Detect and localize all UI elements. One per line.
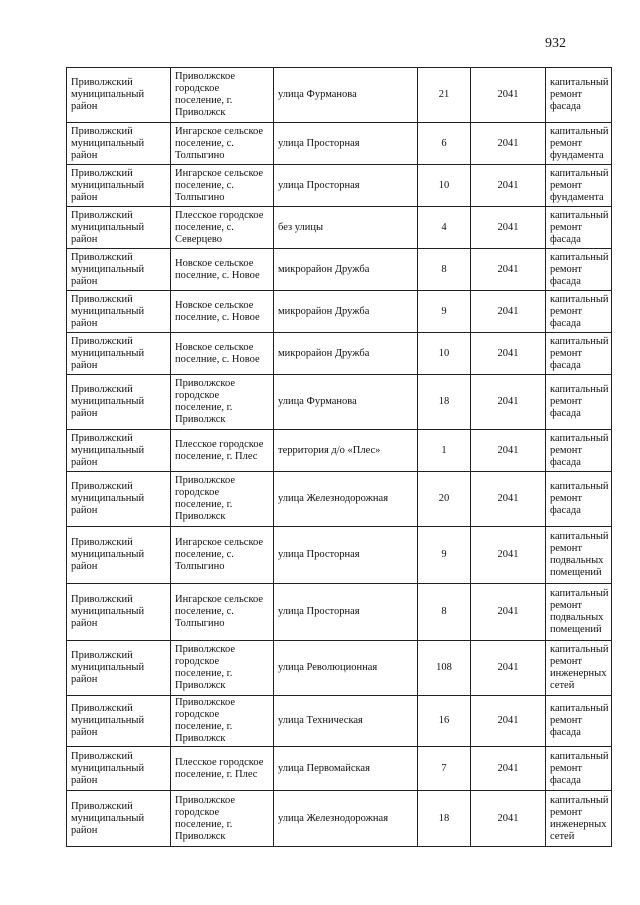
work-type-cell: капитальный ремонт фасада bbox=[546, 747, 612, 791]
street-cell: улица Фурманова bbox=[274, 375, 418, 430]
district-cell: Приволжский муниципальный район bbox=[67, 291, 171, 333]
table-row bbox=[67, 375, 612, 430]
year-cell: 2041 bbox=[471, 747, 546, 791]
street-cell: улица Просторная bbox=[274, 165, 418, 207]
district-cell: Приволжский муниципальный район bbox=[67, 249, 171, 291]
year-cell: 2041 bbox=[471, 791, 546, 847]
table-row bbox=[67, 165, 612, 207]
year-cell: 2041 bbox=[471, 333, 546, 375]
year-cell: 2041 bbox=[471, 165, 546, 207]
table-row bbox=[67, 333, 612, 375]
house-number-cell: 4 bbox=[418, 207, 471, 249]
year-cell: 2041 bbox=[471, 249, 546, 291]
year-cell: 2041 bbox=[471, 207, 546, 249]
year-cell: 2041 bbox=[471, 696, 546, 747]
district-cell: Приволжский муниципальный район bbox=[67, 68, 171, 123]
house-number-cell: 20 bbox=[418, 472, 471, 527]
district-cell: Приволжский муниципальный район bbox=[67, 791, 171, 847]
work-type-cell: капитальный ремонт инженерных сетей bbox=[546, 641, 612, 696]
street-cell: улица Железнодорожная bbox=[274, 472, 418, 527]
year-cell: 2041 bbox=[471, 291, 546, 333]
work-type-cell: капитальный ремонт фасада bbox=[546, 249, 612, 291]
settlement-cell: Ингарское сельское поселение, с. Толпыгино bbox=[171, 527, 274, 584]
district-cell: Приволжский муниципальный район bbox=[67, 527, 171, 584]
work-type-cell: капитальный ремонт фасада bbox=[546, 696, 612, 747]
house-number-cell: 108 bbox=[418, 641, 471, 696]
settlement-cell: Плесское городское поселение, г. Плес bbox=[171, 747, 274, 791]
work-type-cell: капитальный ремонт фасада bbox=[546, 291, 612, 333]
street-cell: улица Железнодорожная bbox=[274, 791, 418, 847]
street-cell: микрорайон Дружба bbox=[274, 291, 418, 333]
house-number-cell: 9 bbox=[418, 291, 471, 333]
year-cell: 2041 bbox=[471, 527, 546, 584]
house-number-cell: 10 bbox=[418, 333, 471, 375]
street-cell: улица Первомайская bbox=[274, 747, 418, 791]
year-cell: 2041 bbox=[471, 584, 546, 641]
work-type-cell: капитальный ремонт фасада bbox=[546, 375, 612, 430]
settlement-cell: Новское сельское поселние, с. Новое bbox=[171, 249, 274, 291]
table-row bbox=[67, 791, 612, 847]
table-row bbox=[67, 696, 612, 747]
settlement-cell: Ингарское сельское поселение, с. Толпыгино bbox=[171, 165, 274, 207]
year-cell: 2041 bbox=[471, 68, 546, 123]
settlement-cell: Новское сельское поселние, с. Новое bbox=[171, 291, 274, 333]
street-cell: без улицы bbox=[274, 207, 418, 249]
street-cell: улица Революционная bbox=[274, 641, 418, 696]
house-number-cell: 8 bbox=[418, 584, 471, 641]
settlement-cell: Плесское городское поселение, г. Плес bbox=[171, 430, 274, 472]
year-cell: 2041 bbox=[471, 123, 546, 165]
street-cell: улица Просторная bbox=[274, 123, 418, 165]
work-type-cell: капитальный ремонт фасада bbox=[546, 333, 612, 375]
district-cell: Приволжский муниципальный район bbox=[67, 333, 171, 375]
settlement-cell: Ингарское сельское поселение, с. Толпыгино bbox=[171, 584, 274, 641]
table-row bbox=[67, 584, 612, 641]
house-number-cell: 18 bbox=[418, 375, 471, 430]
house-number-cell: 1 bbox=[418, 430, 471, 472]
settlement-cell: Приволжское городское поселение, г. Приволжск bbox=[171, 696, 274, 747]
work-type-cell: капитальный ремонт фундамента bbox=[546, 123, 612, 165]
house-number-cell: 16 bbox=[418, 696, 471, 747]
work-type-cell: капитальный ремонт фундамента bbox=[546, 165, 612, 207]
district-cell: Приволжский муниципальный район bbox=[67, 747, 171, 791]
year-cell: 2041 bbox=[471, 641, 546, 696]
table-row bbox=[67, 123, 612, 165]
settlement-cell: Приволжское городское поселение, г. Приволжск bbox=[171, 641, 274, 696]
street-cell: микрорайон Дружба bbox=[274, 333, 418, 375]
work-type-cell: капитальный ремонт фасада bbox=[546, 472, 612, 527]
street-cell: улица Техническая bbox=[274, 696, 418, 747]
settlement-cell: Новское сельское поселние, с. Новое bbox=[171, 333, 274, 375]
work-type-cell: капитальный ремонт инженерных сетей bbox=[546, 791, 612, 847]
district-cell: Приволжский муниципальный район bbox=[67, 472, 171, 527]
year-cell: 2041 bbox=[471, 430, 546, 472]
street-cell: микрорайон Дружба bbox=[274, 249, 418, 291]
district-cell: Приволжский муниципальный район bbox=[67, 641, 171, 696]
table-row bbox=[67, 472, 612, 527]
table-row bbox=[67, 249, 612, 291]
repair-schedule-table bbox=[66, 67, 612, 847]
year-cell: 2041 bbox=[471, 472, 546, 527]
house-number-cell: 6 bbox=[418, 123, 471, 165]
table-row bbox=[67, 527, 612, 584]
district-cell: Приволжский муниципальный район bbox=[67, 123, 171, 165]
work-type-cell: капитальный ремонт подвальных помещений bbox=[546, 527, 612, 584]
work-type-cell: капитальный ремонт подвальных помещений bbox=[546, 584, 612, 641]
street-cell: улица Просторная bbox=[274, 527, 418, 584]
district-cell: Приволжский муниципальный район bbox=[67, 375, 171, 430]
district-cell: Приволжский муниципальный район bbox=[67, 430, 171, 472]
table-row bbox=[67, 207, 612, 249]
house-number-cell: 7 bbox=[418, 747, 471, 791]
street-cell: улица Фурманова bbox=[274, 68, 418, 123]
table-row bbox=[67, 641, 612, 696]
table-row bbox=[67, 291, 612, 333]
district-cell: Приволжский муниципальный район bbox=[67, 584, 171, 641]
settlement-cell: Приволжское городское поселение, г. Приволжск bbox=[171, 68, 274, 123]
work-type-cell: капитальный ремонт фасада bbox=[546, 430, 612, 472]
district-cell: Приволжский муниципальный район bbox=[67, 696, 171, 747]
house-number-cell: 18 bbox=[418, 791, 471, 847]
settlement-cell: Плесское городское поселение, с. Северцево bbox=[171, 207, 274, 249]
house-number-cell: 10 bbox=[418, 165, 471, 207]
house-number-cell: 21 bbox=[418, 68, 471, 123]
table-row bbox=[67, 430, 612, 472]
settlement-cell: Приволжское городское поселение, г. Приволжск bbox=[171, 472, 274, 527]
work-type-cell: капитальный ремонт фасада bbox=[546, 68, 612, 123]
district-cell: Приволжский муниципальный район bbox=[67, 165, 171, 207]
house-number-cell: 9 bbox=[418, 527, 471, 584]
page-number: 932 bbox=[545, 36, 566, 51]
settlement-cell: Ингарское сельское поселение, с. Толпыгино bbox=[171, 123, 274, 165]
year-cell: 2041 bbox=[471, 375, 546, 430]
street-cell: территория д/о «Плес» bbox=[274, 430, 418, 472]
settlement-cell: Приволжское городское поселение, г. Приволжск bbox=[171, 375, 274, 430]
work-type-cell: капитальный ремонт фасада bbox=[546, 207, 612, 249]
table-row bbox=[67, 68, 612, 123]
house-number-cell: 8 bbox=[418, 249, 471, 291]
settlement-cell: Приволжское городское поселение, г. Приволжск bbox=[171, 791, 274, 847]
table-row bbox=[67, 747, 612, 791]
street-cell: улица Просторная bbox=[274, 584, 418, 641]
district-cell: Приволжский муниципальный район bbox=[67, 207, 171, 249]
